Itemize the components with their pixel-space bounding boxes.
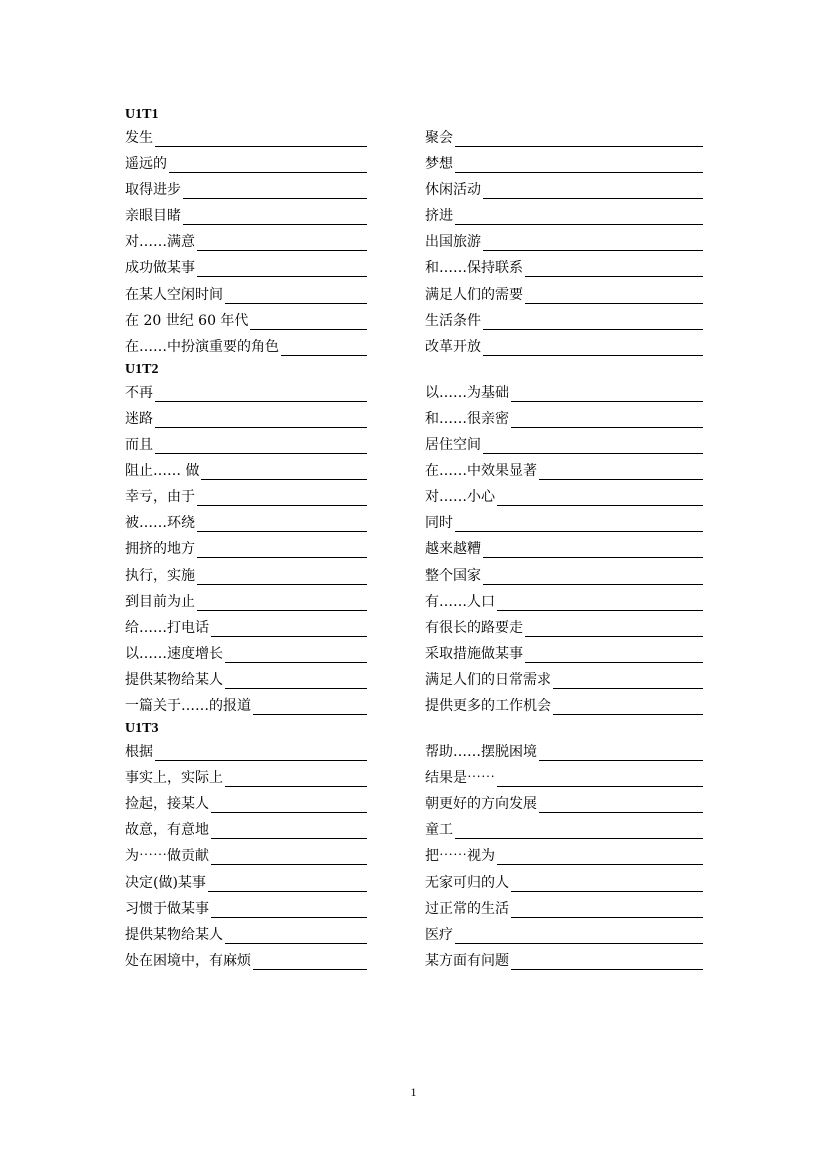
answer-blank[interactable] <box>183 206 367 225</box>
answer-blank[interactable] <box>483 311 703 330</box>
right-entry <box>425 922 703 944</box>
answer-blank[interactable] <box>539 742 703 761</box>
left-entry <box>125 948 367 970</box>
worksheet-row <box>125 817 705 843</box>
phrase-label: 一篇关于……的报道 <box>125 697 251 714</box>
answer-blank[interactable] <box>211 794 367 813</box>
right-entry <box>425 177 703 199</box>
phrase-label: 过正常的生活 <box>425 900 509 917</box>
answer-blank[interactable] <box>201 461 367 480</box>
phrase-label: 决定(做)某事 <box>125 874 206 891</box>
section-title: U1T2 <box>125 361 159 377</box>
worksheet-row <box>125 563 705 589</box>
right-entry <box>425 615 703 637</box>
worksheet-row <box>125 589 705 615</box>
answer-blank[interactable] <box>211 899 367 918</box>
left-entry <box>125 177 367 199</box>
answer-blank[interactable] <box>455 128 703 147</box>
phrase-label: 对……小心 <box>425 489 495 506</box>
left-entry <box>125 308 367 330</box>
answer-blank[interactable] <box>197 232 367 251</box>
phrase-label: 以……为基础 <box>425 384 509 401</box>
phrase-label: 根据 <box>125 744 153 761</box>
answer-blank[interactable] <box>197 566 367 585</box>
worksheet-row <box>125 843 705 869</box>
phrase-label: 同时 <box>425 515 453 532</box>
phrase-label: 生活条件 <box>425 312 481 329</box>
phrase-label: 对……满意 <box>125 234 195 251</box>
worksheet-row <box>125 229 705 255</box>
right-entry <box>425 255 703 277</box>
answer-blank[interactable] <box>211 846 367 865</box>
phrase-label: 休闲活动 <box>425 182 481 199</box>
phrase-label: 而且 <box>125 437 153 454</box>
answer-blank[interactable] <box>197 513 367 532</box>
phrase-label: 拥挤的地方 <box>125 541 195 558</box>
right-entry <box>425 870 703 892</box>
left-entry <box>125 282 367 304</box>
answer-blank[interactable] <box>155 742 367 761</box>
worksheet-row <box>125 641 705 667</box>
left-entry <box>125 896 367 918</box>
phrase-label: 有……人口 <box>425 593 495 610</box>
worksheet-row <box>125 615 705 641</box>
left-entry <box>125 510 367 532</box>
answer-blank[interactable] <box>455 206 703 225</box>
phrase-label: 故意，有意地 <box>125 822 209 839</box>
phrase-label: 某方面有问题 <box>425 952 509 969</box>
left-entry <box>125 922 367 944</box>
answer-blank[interactable] <box>483 180 703 199</box>
answer-blank[interactable] <box>253 951 367 970</box>
left-entry <box>125 380 367 402</box>
worksheet-row <box>125 693 705 719</box>
phrase-label: 遥远的 <box>125 156 167 173</box>
worksheet <box>125 105 705 974</box>
answer-blank[interactable] <box>553 696 703 715</box>
answer-blank[interactable] <box>197 487 367 506</box>
right-entry <box>425 765 703 787</box>
phrase-label: 医疗 <box>425 926 453 943</box>
worksheet-row <box>125 896 705 922</box>
answer-blank[interactable] <box>511 409 703 428</box>
answer-blank[interactable] <box>211 820 367 839</box>
phrase-label: 朝更好的方向发展 <box>425 796 537 813</box>
answer-blank[interactable] <box>497 768 703 787</box>
phrase-label: 和……很亲密 <box>425 410 509 427</box>
phrase-label: 把⋯⋯视为 <box>425 848 495 865</box>
answer-blank[interactable] <box>483 232 703 251</box>
answer-blank[interactable] <box>511 873 703 892</box>
answer-blank[interactable] <box>225 768 367 787</box>
phrase-label: 和……保持联系 <box>425 260 523 277</box>
left-entry <box>125 125 367 147</box>
right-entry <box>425 484 703 506</box>
page-number: 1 <box>410 1085 417 1099</box>
answer-blank[interactable] <box>155 409 367 428</box>
left-entry <box>125 739 367 761</box>
phrase-label: 挤进 <box>425 208 453 225</box>
left-entry <box>125 563 367 585</box>
answer-blank[interactable] <box>455 513 703 532</box>
phrase-label: 整个国家 <box>425 567 481 584</box>
phrase-label: 越来越糟 <box>425 541 481 558</box>
answer-blank[interactable] <box>197 539 367 558</box>
answer-blank[interactable] <box>225 925 367 944</box>
answer-blank[interactable] <box>553 670 703 689</box>
phrase-label: 满足人们的日常需求 <box>425 671 551 688</box>
phrase-label: 事实上，实际上 <box>125 770 223 787</box>
phrase-label: 满足人们的需要 <box>425 286 523 303</box>
right-entry <box>425 406 703 428</box>
right-entry <box>425 948 703 970</box>
left-entry <box>125 693 367 715</box>
answer-blank[interactable] <box>281 337 367 356</box>
phrase-label: 结果是⋯⋯ <box>425 770 495 787</box>
left-entry <box>125 458 367 480</box>
answer-blank[interactable] <box>183 180 367 199</box>
right-entry <box>425 334 703 356</box>
phrase-label: 采取措施做某事 <box>425 645 523 662</box>
answer-blank[interactable] <box>169 154 367 173</box>
worksheet-row <box>125 432 705 458</box>
phrase-label: 提供某物给某人 <box>125 926 223 943</box>
phrase-label: 在 20 世纪 60 年代 <box>125 312 249 329</box>
answer-blank[interactable] <box>197 258 367 277</box>
left-entry <box>125 406 367 428</box>
left-entry <box>125 615 367 637</box>
section-u1t2 <box>125 360 705 719</box>
phrase-label: 阻止…… 做 <box>125 463 200 480</box>
phrase-label: 童工 <box>425 822 453 839</box>
phrase-label: 到目前为止 <box>125 593 195 610</box>
phrase-label: 帮助……摆脱困境 <box>425 744 537 761</box>
phrase-label: 聚会 <box>425 130 453 146</box>
right-entry <box>425 432 703 454</box>
left-entry <box>125 432 367 454</box>
worksheet-row <box>125 334 705 360</box>
left-entry <box>125 765 367 787</box>
answer-blank[interactable] <box>483 539 703 558</box>
worksheet-row <box>125 308 705 334</box>
answer-blank[interactable] <box>483 435 703 454</box>
answer-blank[interactable] <box>497 592 703 611</box>
left-entry <box>125 641 367 663</box>
answer-blank[interactable] <box>155 128 367 147</box>
worksheet-row <box>125 255 705 281</box>
section-u1t3 <box>125 719 705 974</box>
phrase-label: 取得进步 <box>125 182 181 199</box>
answer-blank[interactable] <box>197 592 367 611</box>
answer-blank[interactable] <box>155 383 367 402</box>
right-entry <box>425 791 703 813</box>
phrase-label: 在……中效果显著 <box>425 463 537 480</box>
phrase-label: 被……环绕 <box>125 515 195 532</box>
phrase-label: 发生 <box>125 130 153 146</box>
right-entry <box>425 536 703 558</box>
phrase-label: 出国旅游 <box>425 234 481 251</box>
answer-blank[interactable] <box>525 644 703 663</box>
answer-blank[interactable] <box>497 846 703 865</box>
phrase-label: 亲眼目睹 <box>125 208 181 225</box>
worksheet-row <box>125 667 705 693</box>
worksheet-row <box>125 870 705 896</box>
phrase-label: 不再 <box>125 384 153 401</box>
answer-blank[interactable] <box>250 311 367 330</box>
worksheet-row <box>125 151 705 177</box>
right-entry <box>425 380 703 402</box>
right-entry <box>425 458 703 480</box>
answer-blank[interactable] <box>511 951 703 970</box>
phrase-label: 提供某物给某人 <box>125 671 223 688</box>
phrase-label: 居住空间 <box>425 437 481 454</box>
phrase-label: 梦想 <box>425 156 453 173</box>
phrase-label: 提供更多的工作机会 <box>425 697 551 714</box>
section-title: U1T1 <box>125 107 159 122</box>
answer-blank[interactable] <box>511 899 703 918</box>
phrase-label: 在……中扮演重要的角色 <box>125 338 279 355</box>
answer-blank[interactable] <box>483 337 703 356</box>
worksheet-row <box>125 380 705 406</box>
answer-blank[interactable] <box>455 154 703 173</box>
worksheet-row <box>125 406 705 432</box>
right-entry <box>425 203 703 225</box>
worksheet-row <box>125 484 705 510</box>
worksheet-row <box>125 282 705 308</box>
left-entry <box>125 151 367 173</box>
answer-blank[interactable] <box>525 258 703 277</box>
right-entry <box>425 589 703 611</box>
phrase-label: 无家可归的人 <box>425 874 509 891</box>
left-entry <box>125 484 367 506</box>
phrase-label: 给……打电话 <box>125 619 209 636</box>
left-entry <box>125 843 367 865</box>
phrase-label: 有很长的路要走 <box>425 619 523 636</box>
left-entry <box>125 536 367 558</box>
worksheet-row <box>125 739 705 765</box>
right-entry <box>425 843 703 865</box>
phrase-label: 执行，实施 <box>125 567 195 584</box>
worksheet-row <box>125 125 705 151</box>
answer-blank[interactable] <box>225 644 367 663</box>
right-entry <box>425 667 703 689</box>
answer-blank[interactable] <box>211 618 367 637</box>
right-entry <box>425 308 703 330</box>
answer-blank[interactable] <box>455 820 703 839</box>
answer-blank[interactable] <box>539 794 703 813</box>
left-entry <box>125 791 367 813</box>
phrase-label: 为⋯⋯做贡献 <box>125 848 209 865</box>
left-entry <box>125 334 367 356</box>
worksheet-row <box>125 948 705 974</box>
answer-blank[interactable] <box>455 925 703 944</box>
phrase-label: 成功做某事 <box>125 260 195 277</box>
phrase-label: 迷路 <box>125 410 153 427</box>
worksheet-row <box>125 765 705 791</box>
phrase-label: 习惯于做某事 <box>125 900 209 917</box>
left-entry <box>125 203 367 225</box>
answer-blank[interactable] <box>225 670 367 689</box>
answer-blank[interactable] <box>497 487 703 506</box>
answer-blank[interactable] <box>483 566 703 585</box>
phrase-label: 以……速度增长 <box>125 645 223 662</box>
worksheet-row <box>125 510 705 536</box>
right-entry <box>425 641 703 663</box>
answer-blank[interactable] <box>225 285 367 304</box>
answer-blank[interactable] <box>525 285 703 304</box>
right-entry <box>425 693 703 715</box>
right-entry <box>425 282 703 304</box>
right-entry <box>425 739 703 761</box>
answer-blank[interactable] <box>539 461 703 480</box>
answer-blank[interactable] <box>253 696 367 715</box>
right-entry <box>425 125 703 147</box>
left-entry <box>125 255 367 277</box>
worksheet-row <box>125 458 705 484</box>
left-entry <box>125 667 367 689</box>
answer-blank[interactable] <box>525 618 703 637</box>
answer-blank[interactable] <box>511 383 703 402</box>
right-entry <box>425 229 703 251</box>
worksheet-row <box>125 203 705 229</box>
worksheet-row <box>125 922 705 948</box>
right-entry <box>425 151 703 173</box>
phrase-label: 改革开放 <box>425 338 481 355</box>
answer-blank[interactable] <box>155 435 367 454</box>
section-u1t1 <box>125 105 705 360</box>
right-entry <box>425 817 703 839</box>
phrase-label: 捡起，接某人 <box>125 796 209 813</box>
phrase-label: 幸亏，由于 <box>125 489 195 506</box>
phrase-label: 处在困境中，有麻烦 <box>125 952 251 969</box>
worksheet-row <box>125 177 705 203</box>
left-entry <box>125 817 367 839</box>
answer-blank[interactable] <box>208 873 367 892</box>
left-entry <box>125 870 367 892</box>
left-entry <box>125 589 367 611</box>
left-entry <box>125 229 367 251</box>
right-entry <box>425 563 703 585</box>
right-entry <box>425 896 703 918</box>
right-entry <box>425 510 703 532</box>
section-title: U1T3 <box>125 721 159 737</box>
worksheet-row <box>125 791 705 817</box>
worksheet-row <box>125 536 705 562</box>
phrase-label: 在某人空闲时间 <box>125 286 223 303</box>
